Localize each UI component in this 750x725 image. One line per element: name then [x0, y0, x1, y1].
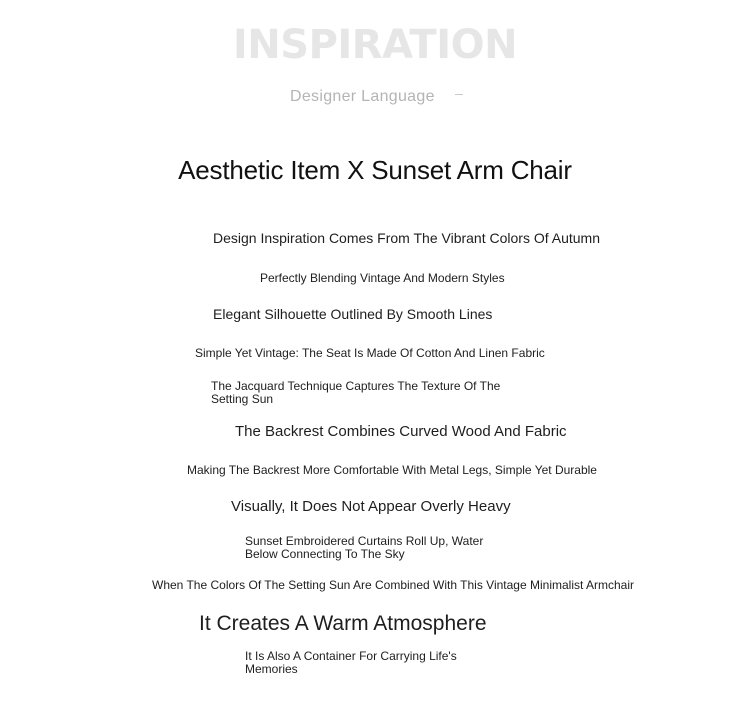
subtitle-dash-divider	[455, 94, 463, 95]
text-line-1: Design Inspiration Comes From The Vibrant Colors Of Autumn	[213, 230, 600, 246]
text-line-12: It Is Also A Container For Carrying Life's Memories	[245, 649, 457, 676]
text-line-6: The Backrest Combines Curved Wood And Fabric	[235, 423, 567, 440]
page-subtitle: Designer Language	[290, 88, 435, 105]
text-line-8: Visually, It Does Not Appear Overly Heavy	[231, 498, 511, 515]
text-line-4: Simple Yet Vintage: The Seat Is Made Of Cotton And Linen Fabric	[195, 346, 545, 360]
text-line-5: The Jacquard Technique Captures The Texture Of The Setting Sun	[211, 379, 501, 406]
text-line-2: Perfectly Blending Vintage And Modern Styles	[260, 271, 505, 285]
page-title: INSPIRATION	[232, 22, 518, 68]
product-title: Aesthetic Item X Sunset Arm Chair	[178, 155, 572, 185]
text-line-9: Sunset Embroidered Curtains Roll Up, Water Below Connecting To The Sky	[245, 534, 484, 561]
text-line-3: Elegant Silhouette Outlined By Smooth Lines	[213, 306, 493, 322]
text-line-7: Making The Backrest More Comfortable With Metal Legs, Simple Yet Durable	[187, 463, 597, 477]
text-line-11: It Creates A Warm Atmosphere	[199, 612, 487, 635]
text-line-10: When The Colors Of The Setting Sun Are Combined With This Vintage Minimalist Armchair	[152, 578, 634, 592]
